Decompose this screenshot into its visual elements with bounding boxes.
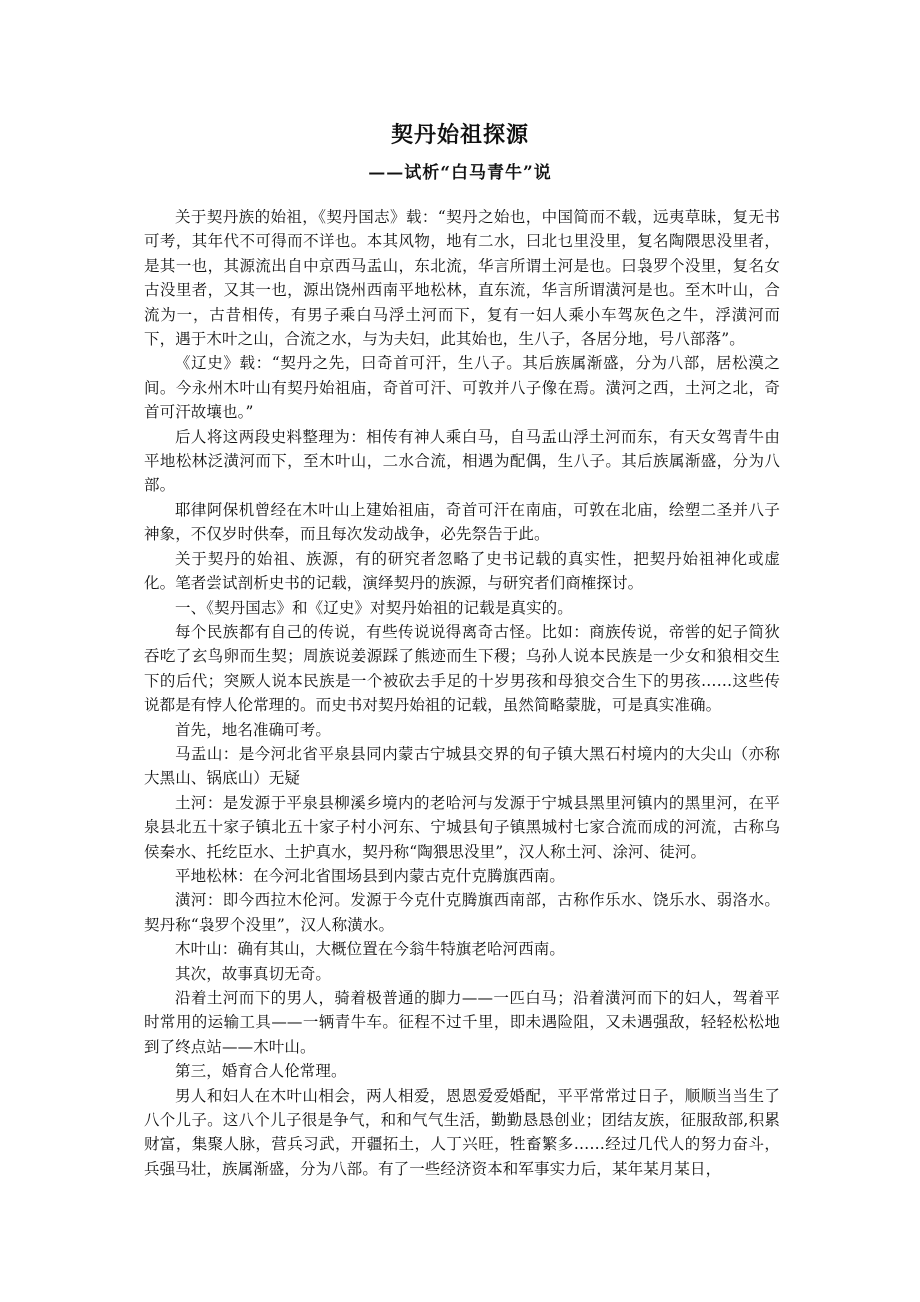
paragraph: 后人将这两段史料整理为：相传有神人乘白马，自马盂山浮土河而东，有天女驾青牛由平地松林泛潢河而下，至木叶山，二水合流，相遇为配偶，生八子。其后族属渐盛，分为八部。	[144, 427, 780, 495]
paragraph: 关于契丹的始祖、族源，有的研究者忽略了史书记载的真实性，把契丹始祖神化或虚化。笔者尝试剖析史书的记载，演绎契丹的族源，与研究者们商榷探讨。	[144, 549, 780, 593]
paragraph: 男人和妇人在木叶山相会，两人相爱，恩恩爱爱婚配，平平常常过日子，顺顺当当生了八个儿子。这八个儿子很是争气，和和气气生活，勤勤恳恳创业；团结友族，征服敌部,积累财富，集聚人脉，营兵习武，开疆拓土，人丁兴旺，牲畜繁多……经过几代人的努力奋斗，兵强马壮，族属渐盛，分为八部。有了一些经济资本和军事实力后，某年某月某日，	[144, 1086, 780, 1178]
paragraph: 关于契丹族的始祖，《契丹国志》载：“契丹之始也，中国简而不载，远夷草昧，复无书可考，其年代不可得而不详也。本其风物，地有二水，曰北乜里没里，复名陶隈思没里者，是其一也，其源流出自中京西马盂山，东北流，华言所谓土河是也。曰袅罗个没里，复名女古没里者，又其一也，源出饶州西南平地松林，直东流，华言所谓潢河是也。至木叶山，合流为一，古昔相传，有男子乘白马浮土河而下，复有一妇人乘小车驾灰色之牛，浮潢河而下，遇于木叶之山，合流之水，与为夫妇，此其始也，生八子，各居分地，号八部落”。	[144, 208, 780, 349]
paragraph: 土河：是发源于平泉县柳溪乡境内的老哈河与发源于宁城县黑里河镇内的黑里河，在平泉县北五十家子镇北五十家子村小河东、宁城县旬子镇黑城村七家合流而成的河流，古称乌侯秦水、托纥臣水、土护真水，契丹称“陶猥思没里”，汉人称土河、涂河、徒河。	[144, 793, 780, 861]
paragraph: 木叶山：确有其山，大概位置在今翁牛特旗老哈河西南。	[175, 940, 566, 959]
paragraph: 首先，地名准确可考。	[175, 720, 332, 739]
document-subtitle: ——试析“白马青牛”说	[368, 163, 552, 183]
paragraph: 第三，婚育合人伦常理。	[175, 1062, 347, 1081]
paragraph: 平地松林：在今河北省围场县到内蒙古克什克腾旗西南。	[175, 866, 566, 885]
document-body	[144, 205, 780, 1181]
paragraph: 马盂山：是今河北省平泉县同内蒙古宁城县交界的旬子镇大黑石村境内的大尖山（亦称大黑山、锅底山）无疑	[144, 744, 780, 788]
paragraph: 潢河：即今西拉木伦河。发源于今克什克腾旗西南部，古称作乐水、饶乐水、弱洛水。契丹称“袅罗个没里”，汉人称潢水。	[144, 891, 780, 934]
paragraph: 其次，故事真切无奇。	[175, 964, 332, 983]
paragraph: 耶律阿保机曾经在木叶山上建始祖庙，奇首可汗在南庙，可敦在北庙，绘塑二圣并八子神象，不仅岁时供奉，而且每次发动战争，必先祭告于此。	[144, 500, 780, 544]
document-title: 契丹始祖探源	[390, 122, 529, 148]
paragraph: 沿着土河而下的男人，骑着极普通的脚力——一匹白马；沿着潢河而下的妇人，驾着平时常用的运输工具——一辆青牛车。征程不过千里，即未遇险阻，又未遇强敌，轻轻松松地到了终点站——木叶山。	[144, 989, 780, 1056]
paragraph: 《辽史》载：“契丹之先，曰奇首可汗，生八子。其后族属渐盛，分为八部，居松漠之间。今永州木叶山有契丹始祖庙，奇首可汗、可敦并八子像在焉。潢河之西，土河之北，奇首可汗故壤也。”	[144, 354, 780, 422]
section-heading: 一、《契丹国志》和《辽史》对契丹始祖的记载是真实的。	[175, 598, 573, 617]
paragraph: 每个民族都有自己的传说，有些传说说得离奇古怪。比如：商族传说，帝喾的妃子简狄吞吃了玄鸟卵而生契；周族说姜源踩了熊迹而生下稷；乌孙人说本民族是一少女和狼相交生下的后代；突厥人说本民族是一个被砍去手足的十岁男孩和母狼交合生下的男孩……这些传说都是有悖人伦常理的。而史书对契丹始祖的记载，虽然简略蒙胧，可是真实准确。	[144, 622, 780, 715]
